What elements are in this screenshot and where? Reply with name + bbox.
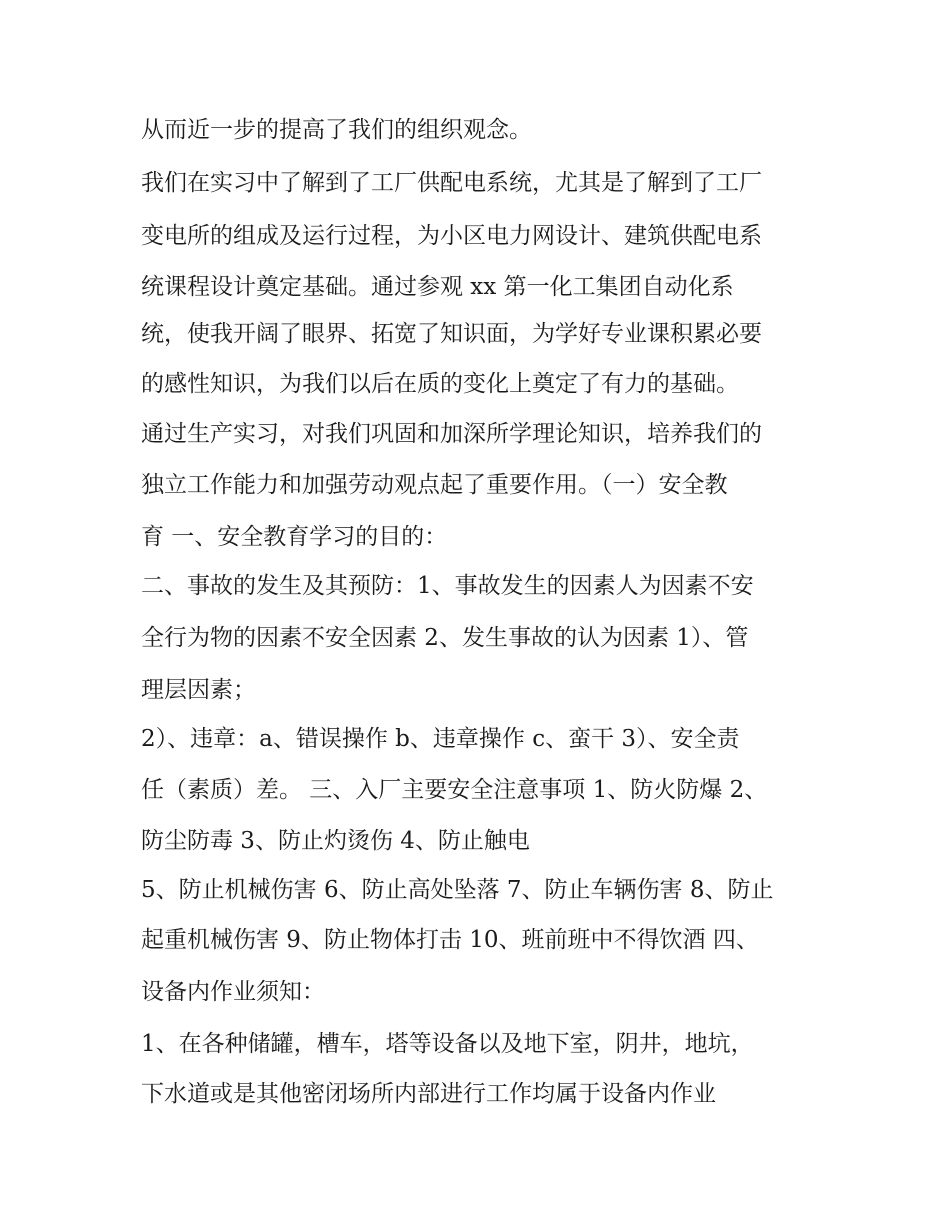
text-line: 全行为物的因素不安全因素 2、发生事故的认为因素 1）、管: [141, 625, 749, 651]
text-line: 理层因素；: [141, 677, 256, 703]
text-line: 设备内作业须知：: [141, 979, 325, 1005]
text-line: 育 一、安全教育学习的目的：: [141, 524, 448, 550]
text-line: 我们在实习中了解到了工厂供配电系统，尤其是了解到了工厂: [141, 170, 762, 196]
text-line: 二、事故的发生及其预防：1、事故发生的因素人为因素不安: [141, 573, 754, 599]
text-line: 任（素质）差。 三、入厂主要安全注意事项 1、防火防爆 2、: [141, 777, 768, 803]
text-line: 下水道或是其他密闭场所内部进行工作均属于设备内作业: [141, 1081, 716, 1107]
text-line: 统，使我开阔了眼界、拓宽了知识面，为学好专业课积累必要: [141, 321, 762, 347]
text-line: 2）、违章：a、错误操作 b、违章操作 c、蛮干 3）、安全责: [141, 726, 740, 752]
text-line: 起重机械伤害 9、防止物体打击 10、班前班中不得饮酒 四、: [141, 927, 759, 953]
text-line: 防尘防毒 3、防止灼烫伤 4、防止触电: [141, 828, 530, 854]
text-line: 独立工作能力和加强劳动观点起了重要作用。（一）安全教: [141, 472, 728, 498]
text-line: 1、在各种储罐，槽车，塔等设备以及地下室，阴井，地坑，: [141, 1031, 754, 1057]
text-line: 5、防止机械伤害 6、防止高处坠落 7、防止车辆伤害 8、防止: [141, 877, 774, 903]
text-line: 的感性知识，为我们以后在质的变化上奠定了有力的基础。: [141, 371, 739, 397]
text-line: 统课程设计奠定基础。通过参观 xx 第一化工集团自动化系: [141, 274, 734, 300]
text-line: 变电所的组成及运行过程，为小区电力网设计、建筑供配电系: [141, 223, 762, 249]
text-line: 从而近一步的提高了我们的组织观念。: [141, 117, 532, 143]
text-line: 通过生产实习，对我们巩固和加深所学理论知识，培养我们的: [141, 421, 762, 447]
